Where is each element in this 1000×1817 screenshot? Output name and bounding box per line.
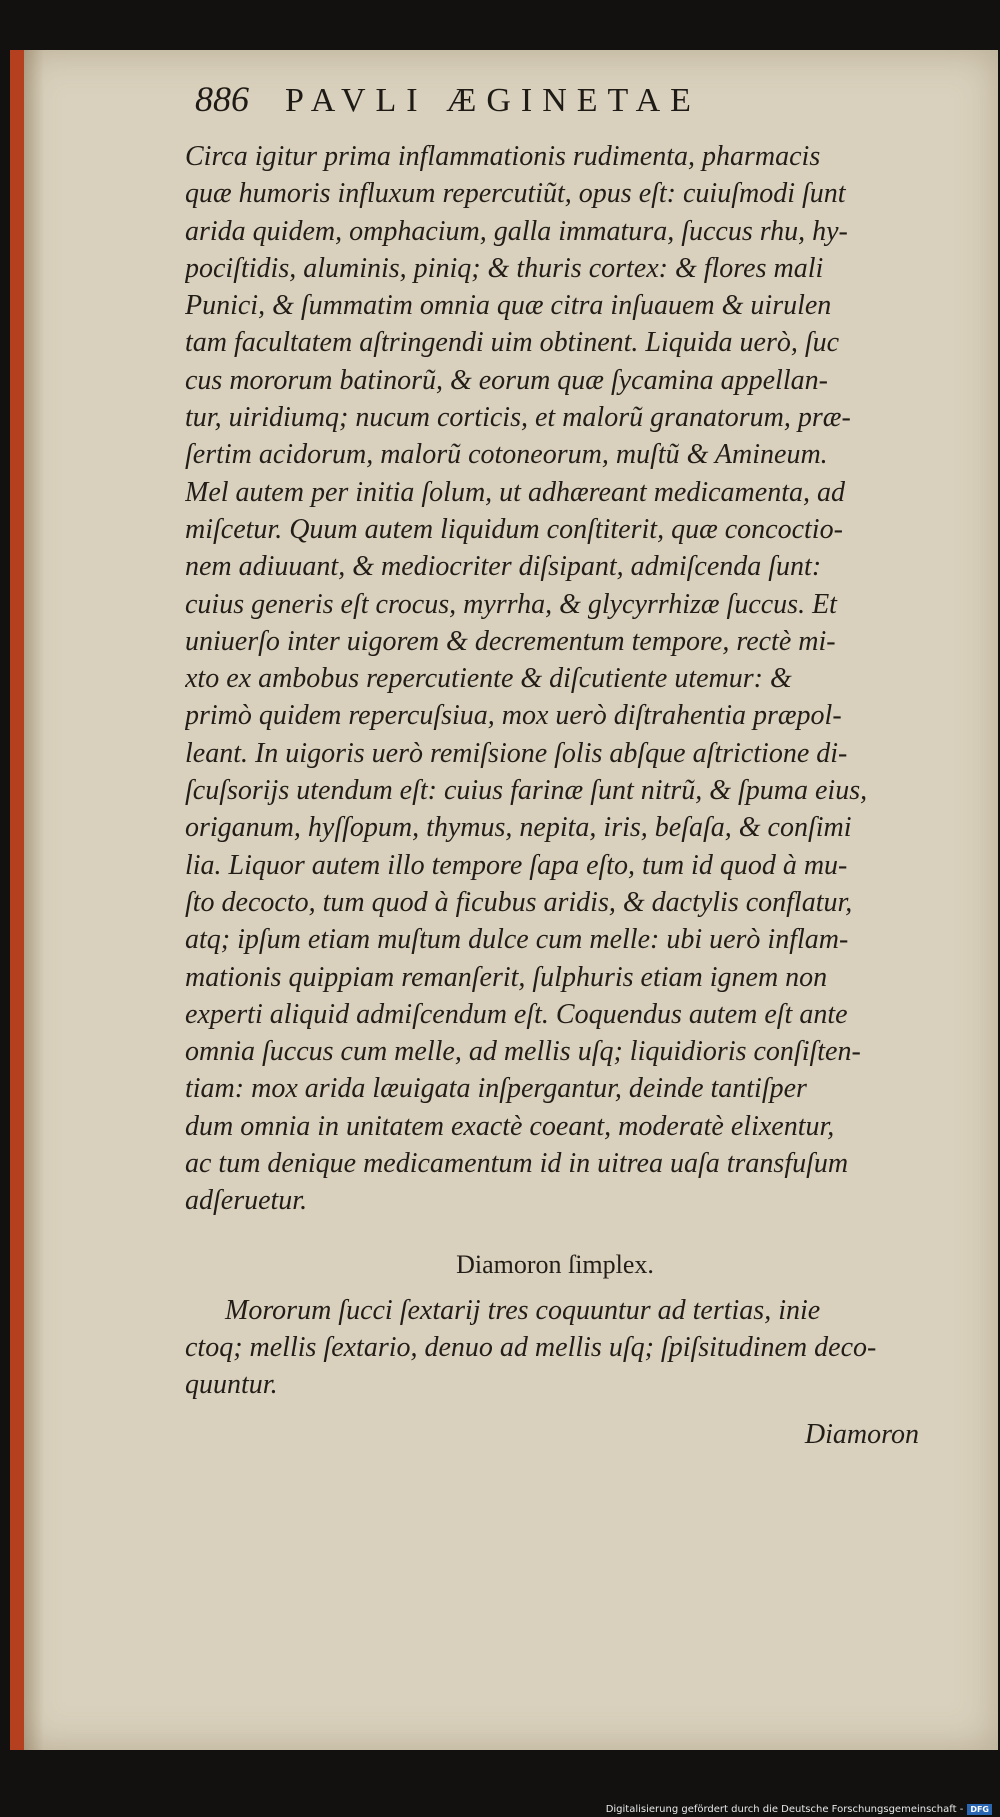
text-line: atq; ipſum etiam muſtum dulce cum melle: ubi uerò inflam- [185, 924, 849, 956]
running-head: PAVLI ÆGINETAE [285, 82, 701, 119]
text-line: leant. In uigoris uerò remiſsione ſolis abſque aſtrictione di- [185, 737, 848, 769]
text-line: quuntur. [185, 1369, 278, 1401]
text-line: Mel autem per initia ſolum, ut adhæreant medicamenta, ad [185, 476, 845, 508]
text-line: origanum, hyſſopum, thymus, nepita, iris, beſaſa, & conſimi [185, 812, 852, 844]
text-line: arida quidem, omphacium, galla immatura, ſuccus rhu, hy- [185, 215, 848, 247]
text-line: cuius generis eſt crocus, myrrha, & glycyrrhizæ ſuccus. Et [185, 588, 837, 620]
text-line: experti aliquid admiſcendum eſt. Coquendus autem eſt ante [185, 998, 848, 1030]
text-line: ctoq; mellis ſextario, denuo ad mellis uſq; ſpiſsitudinem deco- [185, 1331, 877, 1363]
text-line: quæ humoris influxum repercutiũt, opus eſt: cuiuſmodi ſunt [185, 178, 846, 210]
text-line: uniuerſo inter uigorem & decrementum tempore, rectè mi- [185, 625, 836, 657]
text-line: tam facultatem aſtringendi uim obtinent. Liquida uerò, ſuc [185, 327, 840, 359]
text-line: adſeruetur. [185, 1185, 308, 1217]
text-line: Circa igitur prima inflammationis rudimenta, pharmacis [185, 141, 821, 172]
catchword: Diamoron [804, 1418, 919, 1450]
text-line: tiam: mox arida læuigata inſpergantur, deinde tantiſper [185, 1073, 807, 1105]
digitization-credit [606, 1804, 992, 1815]
spacer [185, 1220, 925, 1238]
text-line: cus mororum batinorũ, & eorum quæ ſycamina appellan- [185, 364, 828, 396]
page-number: 886 [195, 79, 249, 119]
text-line: miſcetur. Quum autem liquidum conſtiterit, quæ concoctio- [185, 513, 843, 545]
text-line: Punici, & ſummatim omnia quæ citra inſuauem & uirulen [185, 290, 832, 322]
text-line: ſcuſsorijs utendum eſt: cuius farinæ ſunt nitrũ, & ſpuma eius, [185, 775, 868, 807]
text-line: Mororum ſucci ſextarij tres coquuntur ad tertias, inie [225, 1294, 821, 1326]
main-paragraph [185, 138, 925, 1220]
credit-text: Digitalisierung gefördert durch die Deutsche Forschungsgemeinschaft - [605, 1804, 964, 1815]
section-heading: Diamoron ſimplex. [456, 1249, 654, 1279]
text-line: pociſtidis, aluminis, piniq; & thuris cortex: & flores mali [185, 252, 824, 284]
text-line: lia. Liquor autem illo tempore ſapa eſto, tum id quod à mu- [185, 849, 848, 881]
text-line: ſertim acidorum, malorũ cotoneorum, muſtũ & Amineum. [185, 439, 828, 471]
page-header [195, 78, 815, 124]
body-text [185, 138, 925, 1466]
text-line: dum omnia in unitatem exactè coeant, moderatè elixentur, [185, 1110, 835, 1142]
dfg-logo: DFG [967, 1804, 992, 1815]
text-line: primò quidem repercuſsiua, mox uerò diſtrahentia præpol- [185, 700, 842, 732]
text-line: ac tum denique medicamentum id in uitrea uaſa transfuſum [185, 1148, 849, 1180]
recipe-paragraph [185, 1292, 925, 1404]
text-line: ſto decocto, tum quod à ficubus aridis, & dactylis conflatur, [185, 886, 853, 918]
text-line: omnia ſuccus cum melle, ad mellis uſq; liquidioris conſiſten- [185, 1036, 861, 1068]
text-line: mationis quippiam remanſerit, ſulphuris etiam ignem non [185, 961, 828, 993]
text-line: tur, uiridiumq; nucum corticis, et malorũ granatorum, præ- [185, 402, 851, 434]
text-line: xto ex ambobus repercutiente & diſcutiente utemur: & [185, 663, 792, 695]
text-line: nem adiuuant, & mediocriter diſsipant, admiſcenda ſunt: [185, 551, 822, 583]
